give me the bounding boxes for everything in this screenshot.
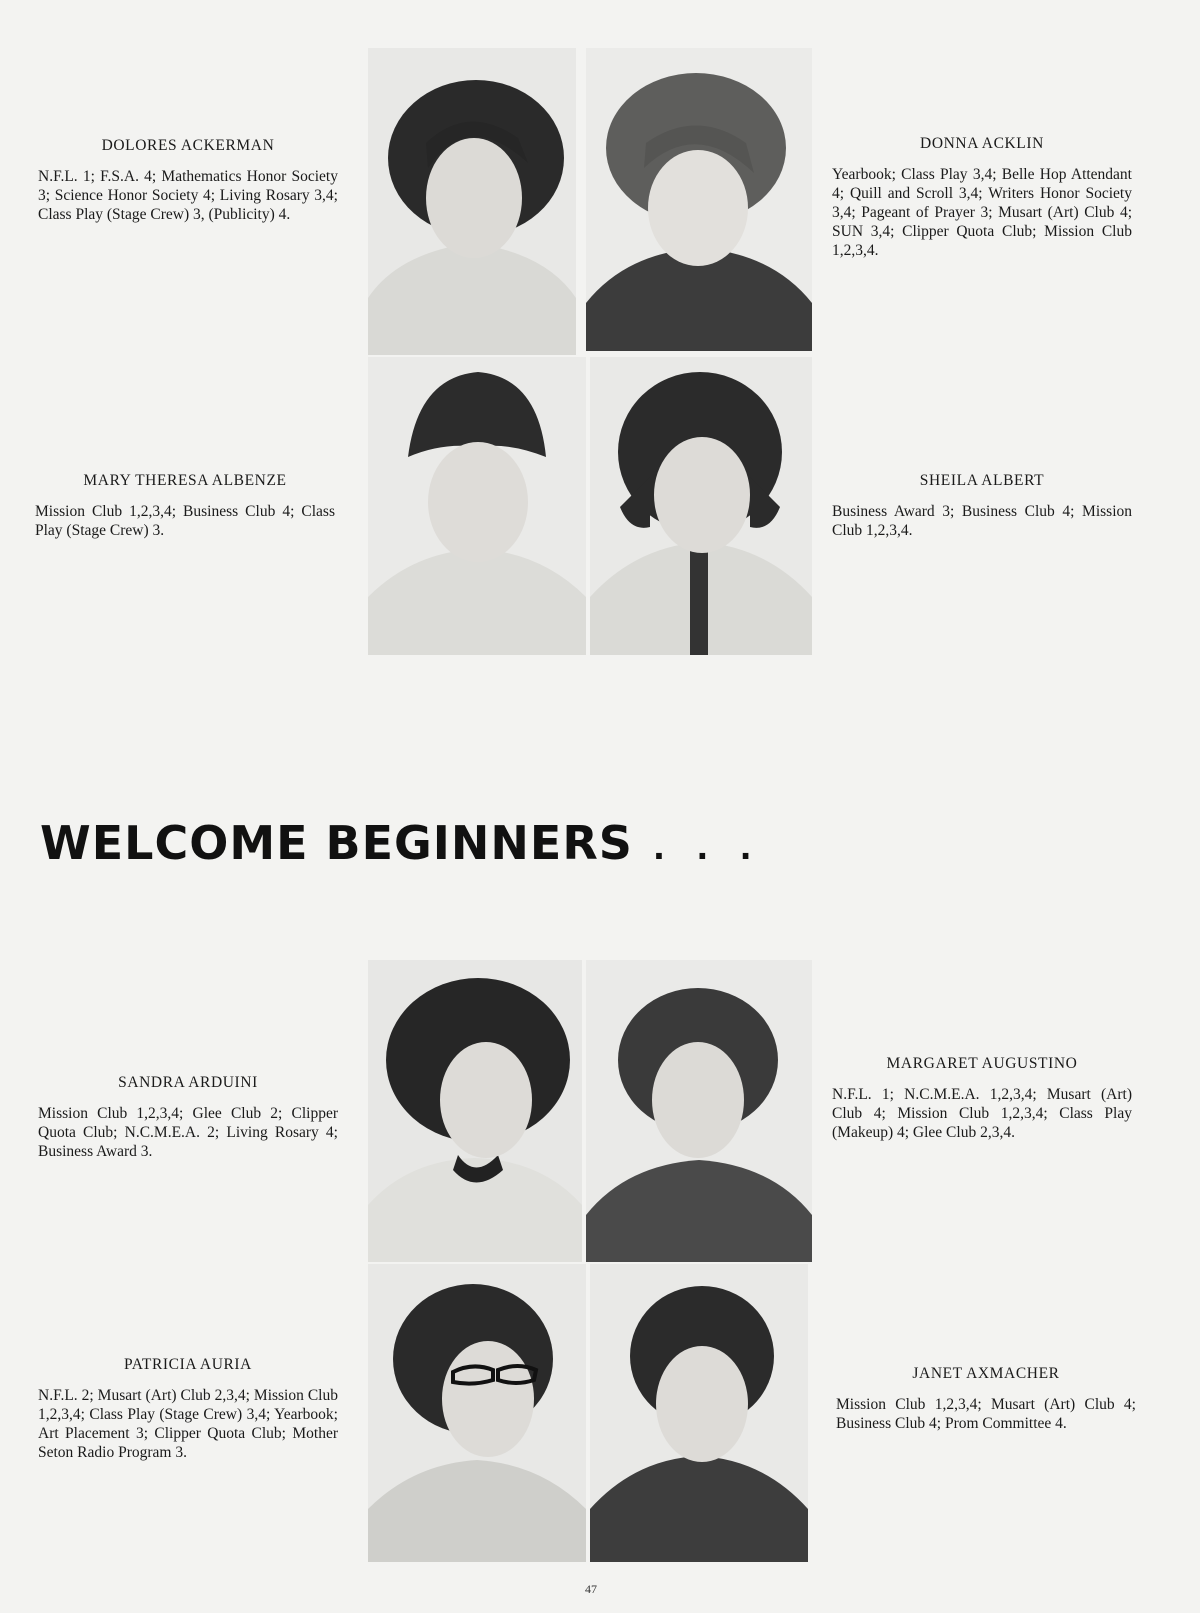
section-heading-dots: . . . [652,829,762,867]
portrait-photo-augustino [586,960,812,1262]
student-name: PATRICIA AURIA [124,1356,252,1373]
student-activities: N.F.L. 1; N.C.M.E.A. 1,2,3,4; Musart (Art) Club 4; Mission Club 1,2,3,4; Class Play (Makeup) 4; Glee Club 2,3,4. [832,1086,1132,1141]
student-bio-auria [38,1356,338,1462]
student-activities: Mission Club 1,2,3,4; Business Club 4; Class Play (Stage Crew) 3. [35,503,335,539]
portrait-photo-arduini [368,960,582,1262]
student-activities: N.F.L. 1; F.S.A. 4; Mathematics Honor Society 3; Science Honor Society 4; Living Rosary 3,4; Class Play (Stage Crew) 3, (Publicity) 4. [38,168,338,223]
student-activities: Mission Club 1,2,3,4; Glee Club 2; Clipper Quota Club; N.C.M.E.A. 2; Living Rosary 4; Business Award 3. [38,1105,338,1160]
student-bio-ackerman [38,137,338,224]
portrait-photo-albenze [368,357,586,655]
student-name: MARY THERESA ALBENZE [83,472,287,489]
portrait-photo-auria [368,1264,586,1562]
portrait-photo-axmacher [590,1264,808,1562]
portrait-photo-acklin [586,48,812,351]
section-heading [40,816,762,870]
student-bio-augustino [832,1055,1132,1142]
student-activities: Yearbook; Class Play 3,4; Belle Hop Attendant 4; Quill and Scroll 3,4; Writers Honor Society 3,4; Pageant of Prayer 3; Musart (Art) Club 4; SUN 3,4; Clipper Quota Club; Mission Club 1,2,3,4. [832,166,1132,259]
student-bio-arduini [38,1074,338,1161]
student-activities: Business Award 3; Business Club 4; Mission Club 1,2,3,4. [832,503,1132,539]
portrait-photo-albert [590,357,812,655]
student-bio-albert [832,472,1132,540]
student-activities: Mission Club 1,2,3,4; Musart (Art) Club 4; Business Club 4; Prom Committee 4. [836,1396,1136,1432]
student-name: JANET AXMACHER [912,1365,1060,1382]
section-heading-title: WELCOME BEGINNERS [40,816,633,870]
page-number: 47 [585,1582,597,1596]
student-name: MARGARET AUGUSTINO [886,1055,1078,1072]
student-name: SHEILA ALBERT [919,472,1045,489]
student-name: DONNA ACKLIN [920,135,1044,152]
student-bio-acklin [832,135,1132,260]
student-bio-albenze [35,472,335,540]
student-name: SANDRA ARDUINI [118,1074,258,1091]
student-bio-axmacher [836,1365,1136,1433]
student-activities: N.F.L. 2; Musart (Art) Club 2,3,4; Mission Club 1,2,3,4; Class Play (Stage Crew) 3,4; Yearbook; Art Placement 3; Clipper Quota Club; Mother Seton Radio Program 3. [38,1387,338,1461]
portrait-photo-ackerman [368,48,576,355]
student-name: DOLORES ACKERMAN [101,137,275,154]
